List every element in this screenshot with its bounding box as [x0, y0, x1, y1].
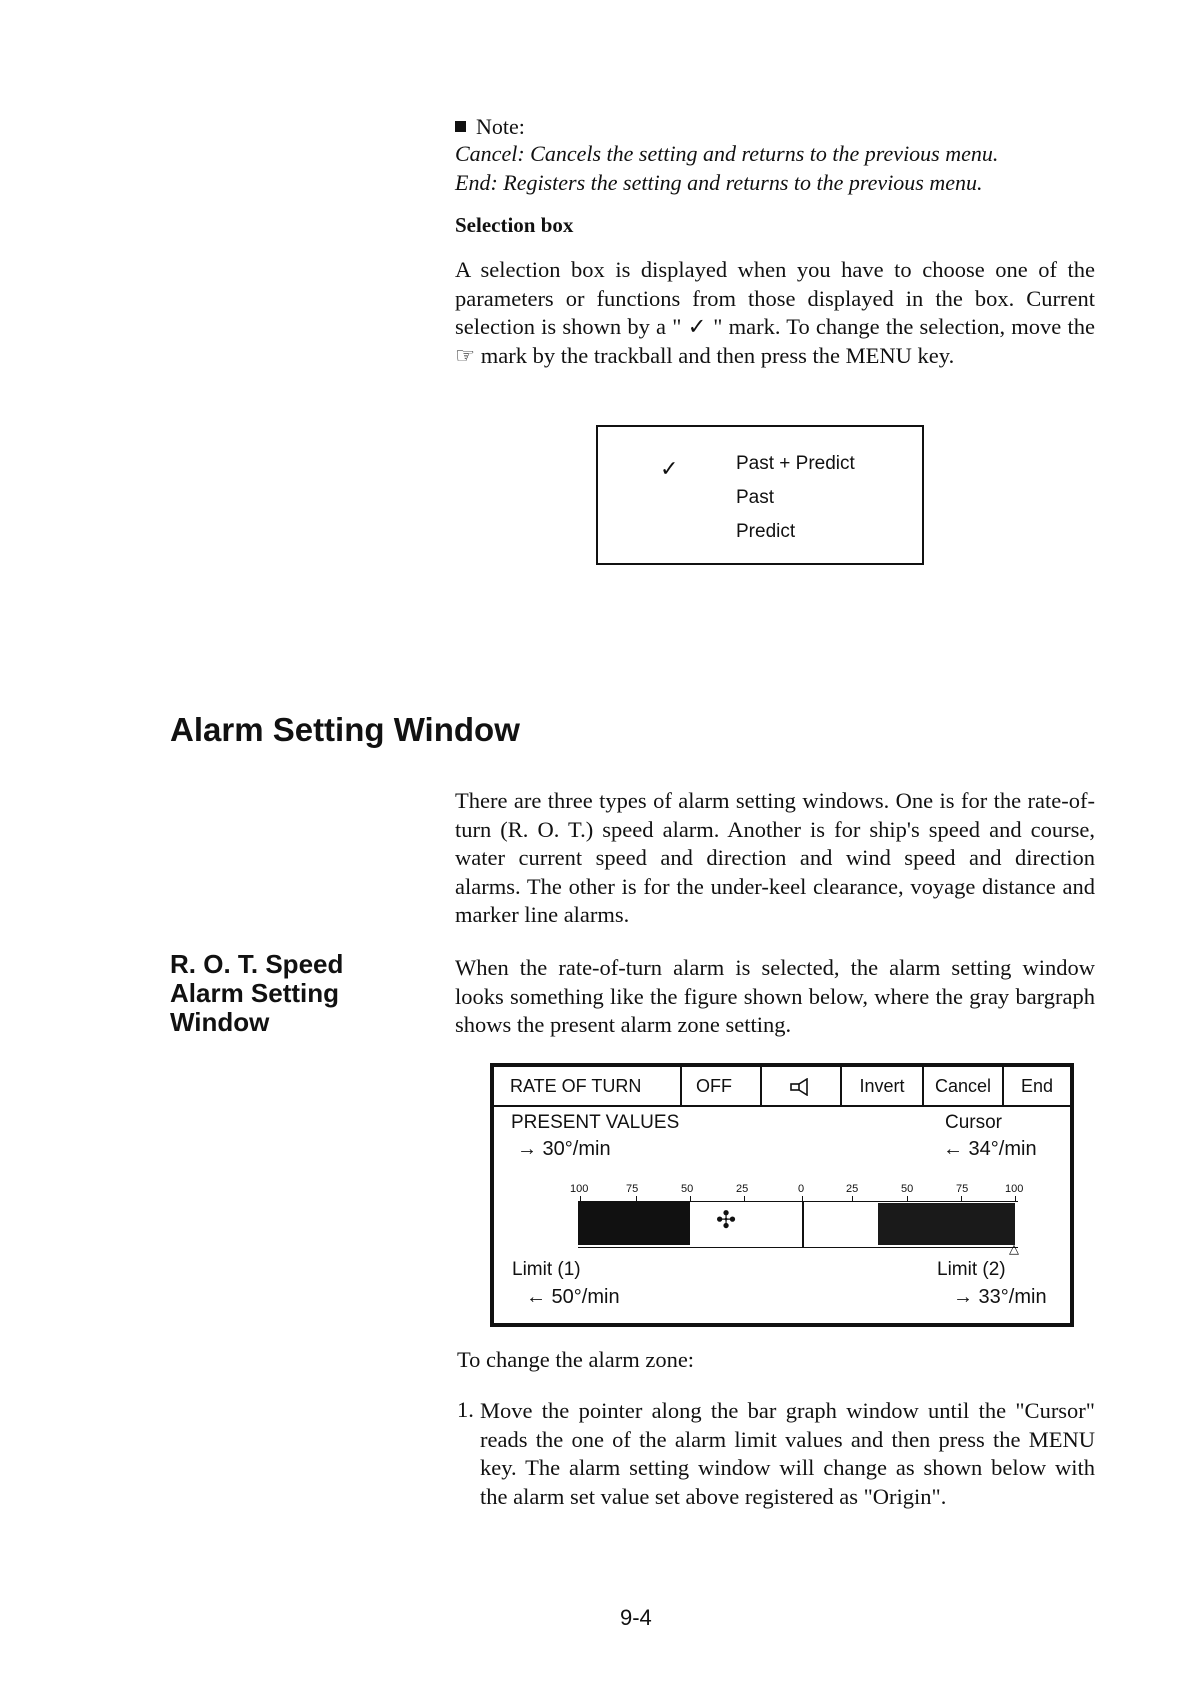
- note-end: End: Registers the setting and returns to the previous menu.: [455, 170, 983, 195]
- scale-tick-label: 25: [846, 1183, 859, 1195]
- scale-tick-label: 50: [681, 1183, 694, 1195]
- scale-tick-label: 100: [1005, 1183, 1024, 1195]
- scale-tick-label: 100: [570, 1183, 589, 1195]
- present-label: PRESENT VALUES: [511, 1112, 680, 1133]
- option-past-predict[interactable]: Past + Predict: [736, 453, 855, 474]
- present-value: → 30°/min: [517, 1138, 611, 1160]
- speaker-button[interactable]: [762, 1067, 842, 1105]
- header-divider: [494, 1105, 1070, 1107]
- steps-intro: To change the alarm zone:: [457, 1347, 695, 1372]
- note-cancel: Cancel: Cancels the setting and returns to the previous menu.: [455, 141, 999, 166]
- zero-line: [802, 1201, 804, 1248]
- option-predict[interactable]: Predict: [736, 521, 796, 542]
- rot-text: When the rate-of-turn alarm is selected, the alarm setting window looks something like the figure shown below, where the gray bargraph shows the present alarm zone setting.: [455, 955, 1095, 1037]
- speaker-icon: [789, 1078, 813, 1096]
- cursor-label: Cursor: [945, 1112, 1003, 1133]
- check-mark-icon: ✓: [660, 456, 679, 481]
- pointer-icon[interactable]: ✣: [716, 1207, 737, 1234]
- selection-box-heading: Selection box: [455, 213, 574, 237]
- bar-graph-bottom-line: [578, 1247, 1018, 1248]
- limit2-value: → 33°/min: [953, 1286, 1047, 1308]
- scale-tick-label: 0: [798, 1183, 805, 1195]
- page-number: 9-4: [620, 1605, 652, 1630]
- bullet-square-icon: [455, 121, 466, 132]
- invert-button[interactable]: Invert: [859, 1076, 905, 1096]
- limit1-label: Limit (1): [512, 1259, 581, 1280]
- step1-number: 1.: [457, 1397, 474, 1422]
- selection-box-text: A selection box is displayed when you have to choose one of the parameters or functions from those displayed in the box. Current selection is shown by a " ✓ " mark. To change the selection, move the ☞ mark by the trackball and then press the MENU key.: [455, 257, 1095, 368]
- cancel-button[interactable]: Cancel: [922, 1067, 1004, 1105]
- scale-tick-label: 75: [626, 1183, 639, 1195]
- section-intro: There are three types of alarm setting windows. One is for the rate-of-turn (R. O. T.) speed alarm. Another is for ship's speed and course, water current speed and direction and wind speed and direction alarms. The other is for the under-keel clearance, voyage distance and marker line alarms.: [455, 788, 1095, 927]
- scale-tick-label: 50: [901, 1183, 914, 1195]
- scale-tick-label: 75: [956, 1183, 969, 1195]
- alarm-zone-bar-right: [878, 1203, 1015, 1245]
- end-button[interactable]: End: [1020, 1076, 1054, 1096]
- limit-marker-icon: △: [1009, 1241, 1019, 1256]
- limit1-value: ← 50°/min: [526, 1286, 620, 1308]
- rot-heading: R. O. T. Speed Alarm Setting Window: [170, 949, 344, 1037]
- off-button[interactable]: OFF: [682, 1067, 762, 1105]
- alarm-zone-bar-left: [578, 1201, 690, 1245]
- limit2-label: Limit (2): [937, 1259, 1006, 1280]
- section-title: Alarm Setting Window: [170, 711, 520, 748]
- note-heading: Note:: [455, 114, 525, 140]
- alarm-title: RATE OF TURN: [494, 1067, 682, 1105]
- step1-text: Move the pointer along the bar graph window until the "Cursor" reads the one of the alarm limit values and then press the MENU key. The alarm setting window will change as shown below with the alarm set value set above registered as "Origin".: [480, 1398, 1095, 1509]
- scale-tick-label: 25: [736, 1183, 749, 1195]
- cursor-value: ← 34°/min: [943, 1138, 1037, 1160]
- option-past[interactable]: Past: [736, 487, 775, 508]
